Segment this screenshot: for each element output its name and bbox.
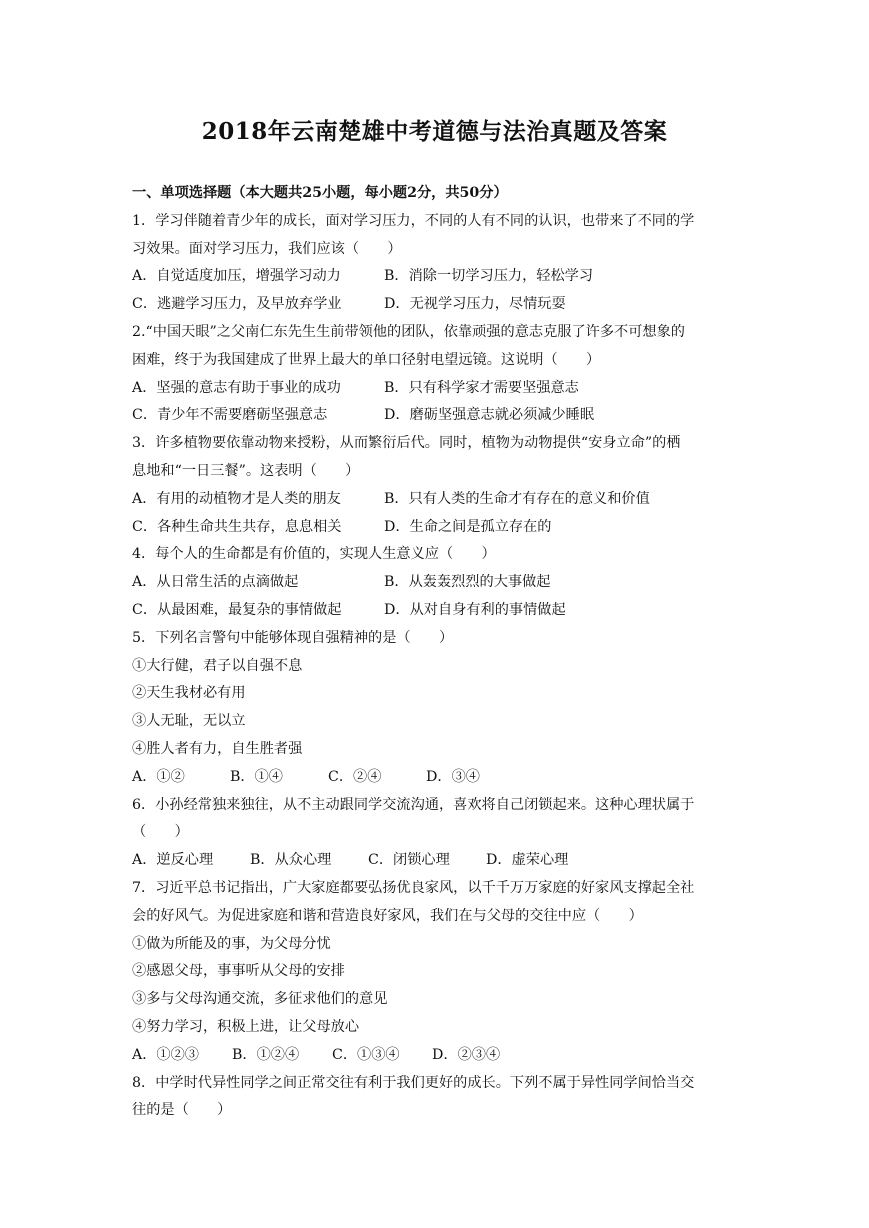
question-4-option-d: D．从对自身有利的事情做起 bbox=[384, 601, 566, 618]
question-7-options-row bbox=[132, 1042, 744, 1070]
question-4-options-row-2 bbox=[132, 597, 744, 625]
question-3-options-row-2 bbox=[132, 514, 744, 542]
question-5-option-a: A．①② bbox=[132, 768, 185, 785]
question-3-options-row-1 bbox=[132, 486, 744, 514]
question-8-stem-line-1: 8．中学时代异性同学之间正常交往有利于我们更好的成长。下列不属于异性同学间恰当交 bbox=[132, 1074, 695, 1091]
question-2-options-row-2 bbox=[132, 402, 744, 430]
question-3-option-c: C．各种生命共生共存，息息相关 bbox=[132, 518, 342, 535]
question-1-stem-line-1: 1．学习伴随着青少年的成长，面对学习压力，不同的人有不同的认识，也带来了不同的学 bbox=[132, 212, 695, 229]
question-6-stem-line-2: （ ） bbox=[132, 824, 189, 841]
question-5-option-c: C．②④ bbox=[328, 768, 382, 785]
question-8-stem-line-2: 往的是（ ） bbox=[132, 1102, 232, 1119]
question-6-stem-line-1: 6．小孙经常独来独往，从不主动跟同学交流沟通，喜欢将自己闭锁起来。这种心理状属于 bbox=[132, 796, 695, 813]
question-5-item-3: ③人无耻，无以立 bbox=[132, 713, 246, 730]
question-7-stem-line-2: 会的好风气。为促进家庭和谐和营造良好家风，我们在与父母的交往中应（ ） bbox=[132, 907, 643, 924]
question-4-option-a: A．从日常生活的点滴做起 bbox=[132, 574, 299, 591]
question-5-options-row bbox=[132, 764, 744, 792]
question-1-option-a: A．自觉适度加压，增强学习动力 bbox=[132, 268, 341, 285]
question-7-option-c: C．①③④ bbox=[332, 1046, 400, 1063]
question-6-option-a: A．逆反心理 bbox=[132, 852, 214, 869]
question-1-option-b: B．消除一切学习压力，轻松学习 bbox=[384, 268, 594, 285]
question-5-stem-line-1: 5．下列名言警句中能够体现自强精神的是（ ） bbox=[132, 629, 454, 646]
question-1-option-d: D．无视学习压力，尽情玩耍 bbox=[384, 296, 566, 313]
question-7-item-4: ④努力学习，积极上进，让父母放心 bbox=[132, 1018, 360, 1035]
question-4-options-row-1 bbox=[132, 569, 744, 597]
question-6-option-d: D．虚荣心理 bbox=[486, 852, 569, 869]
section-heading: 一、单项选择题（本大题共25小题，每小题2分，共50分） bbox=[132, 185, 508, 201]
question-7-stem-line-1: 7．习近平总书记指出，广大家庭都要弘扬优良家风，以千千万万家庭的好家风支撑起全社 bbox=[132, 879, 695, 896]
page-title: 2018年云南楚雄中考道德与法治真题及答案 bbox=[201, 118, 668, 145]
question-2-stem-line-2: 困难，终于为我国建成了世界上最大的单口径射电望远镜。这说明（ ） bbox=[132, 351, 601, 368]
question-6-options-row bbox=[132, 847, 744, 875]
question-5-item-1: ①大行健，君子以自强不息 bbox=[132, 657, 303, 674]
question-5-item-4: ④胜人者有力，自生胜者强 bbox=[132, 740, 303, 757]
question-4-option-c: C．从最困难，最复杂的事情做起 bbox=[132, 601, 342, 618]
question-7-item-1: ①做为所能及的事，为父母分忧 bbox=[132, 935, 331, 952]
question-3-option-b: B．只有人类的生命才有存在的意义和价值 bbox=[384, 490, 650, 507]
question-4-stem-line-1: 4．每个人的生命都是有价值的，实现人生意义应（ ） bbox=[132, 546, 496, 563]
question-7-item-2: ②感恩父母，事事听从父母的安排 bbox=[132, 963, 345, 980]
question-3-option-a: A．有用的动植物才是人类的朋友 bbox=[132, 490, 341, 507]
question-2-option-a: A．坚强的意志有助于事业的成功 bbox=[132, 379, 341, 396]
question-2-stem-line-1: 2.“中国天眼”之父南仁东先生生前带领他的团队，依靠顽强的意志克服了许多不可想象的 bbox=[132, 323, 685, 340]
question-6-option-c: C．闭锁心理 bbox=[368, 852, 450, 869]
question-4-option-b: B．从轰轰烈烈的大事做起 bbox=[384, 574, 551, 591]
question-7-option-a: A．①②③ bbox=[132, 1046, 199, 1063]
question-2-option-d: D．磨砺坚强意志就必须减少睡眠 bbox=[384, 407, 595, 424]
question-2-option-b: B．只有科学家才需要坚强意志 bbox=[384, 379, 579, 396]
question-1-options-row-1 bbox=[132, 263, 744, 291]
question-3-option-d: D．生命之间是孤立存在的 bbox=[384, 518, 552, 535]
question-5-option-b: B．①④ bbox=[230, 768, 283, 785]
question-2-options-row-1 bbox=[132, 375, 744, 403]
question-7-option-b: B．①②④ bbox=[232, 1046, 300, 1063]
question-6-option-b: B．从众心理 bbox=[250, 852, 332, 869]
question-7-item-3: ③多与父母沟通交流，多征求他们的意见 bbox=[132, 991, 388, 1008]
exam-content bbox=[132, 180, 744, 1125]
question-5-item-2: ②天生我材必有用 bbox=[132, 685, 246, 702]
question-1-stem-line-2: 习效果。面对学习压力，我们应该（ ） bbox=[132, 240, 402, 257]
question-3-stem-line-2: 息地和“一日三餐”。这表明（ ） bbox=[132, 462, 360, 479]
question-3-stem-line-1: 3．许多植物要依靠动物来授粉，从而繁衍后代。同时，植物为动物提供“安身立命”的栖 bbox=[132, 435, 681, 452]
question-1-option-c: C．逃避学习压力，及早放弃学业 bbox=[132, 296, 342, 313]
question-7-option-d: D．②③④ bbox=[432, 1046, 501, 1063]
question-5-option-d: D．③④ bbox=[426, 768, 480, 785]
question-1-options-row-2 bbox=[132, 291, 744, 319]
question-2-option-c: C．青少年不需要磨砺坚强意志 bbox=[132, 407, 328, 424]
